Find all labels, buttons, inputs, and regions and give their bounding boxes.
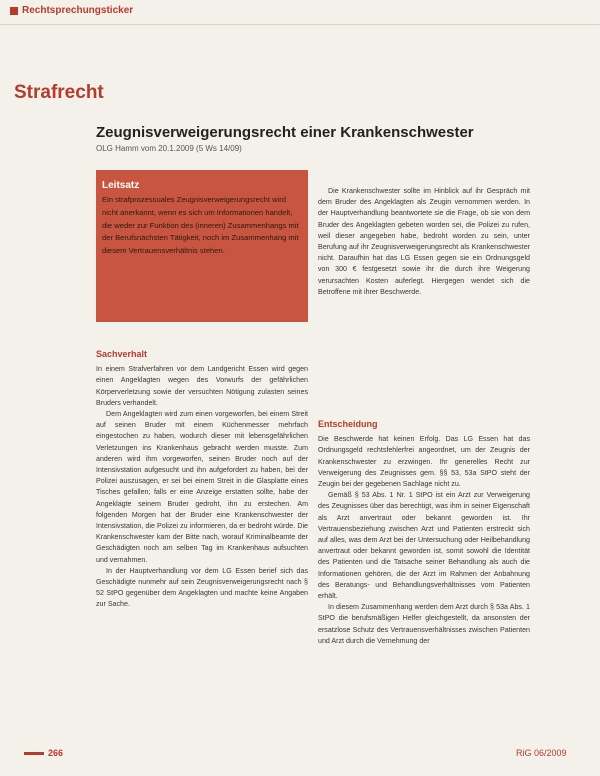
section-marker (10, 7, 18, 15)
entscheidung-paragraph: In diesem Zusammenhang werden dem Arzt durch § 53a Abs. 1 StPO die berufsmäßigen Helfer gleichgestellt, da ansonsten der ersatzlose Schutz des Vertrauensverhältnisses zwischen Patienten und Arzt durch die Vernehmung der (318, 603, 530, 645)
entscheidung-column (318, 419, 530, 647)
entscheidung-paragraph: Gemäß § 53 Abs. 1 Nr. 1 StPO ist ein Arzt zur Verweigerung des Zeugnisses über das berechtigt, was ihm in seiner Eigenschaft als Arzt anvertraut oder bekannt geworden ist. Ihr Vertrauensbeziehung zwischen Arzt und Patienten erstreckt sich auf alles, was dem Arzt bei der Untersuchung oder Heilbehandlung anvertraut oder bekannt geworden ist, somit sowohl die Identität des Patienten und die Tatsache seiner Behandlung als auch die Informationen gehören, die der Arzt im Rahmen der Anbahnung des Beratungs- und Behandlungsverhältnisses vom Patienten erhält. (318, 491, 530, 601)
article-title: Zeugnisverweigerungsrecht einer Krankenschwester (96, 124, 474, 141)
sachverhalt-paragraph: In der Hauptverhandlung vor dem LG Essen berief sich das Geschädigte nunmehr auf sein Zeugnisverweigerungsrecht nach § 52 StPO gegenüber dem Angeklagten und machte keine Angaben zur Sache. (96, 566, 308, 609)
page-number (24, 748, 236, 758)
journal-issue: RiG 06/2009 (516, 748, 567, 758)
leitsatz-text: Ein strafprozessuales Zeugnisverweigerungsrecht wird nicht anerkannt, wenn es sich um Informationen handelt, die weder zur Funktion des (inneren) Zusammenhangs mit der Berufsnächsten Tätigkeit, noch im Zusammenhang mit diesem Vertrauensverhältnis stehen. (102, 195, 299, 256)
sachverhalt-paragraph: Dem Angeklagten wird zum einen vorgeworfen, bei einem Streit auf seinen Bruder mit einem Küchenmesser mehrfach eingestochen zu haben, wodurch dieser mit lebensgefährlichen Verletzungen ins Krankenhaus gebracht werden musste. Zum anderen wird ihm vorgeworfen, seinen Bruder noch auf der Intensivstation aufgesucht und ihn aufgefordert zu haben, bei der Polizei auszusagen, er sei bei einem Streit in die Glasplatte eines Tisches gefallen; falls er eine Anzeige erstatten sollte, habe der Angeklagte seinem Bruder gedroht, ihn zu erstechen. Am folgenden Morgen hat der Bruder eine Krankenschwester der Intensivstation, die Polizei zu informieren, da er bedroht würde. Die Krankenschwester kam der Bitte nach, worauf Kriminalbeamte der Geschädigten noch am selben Tag im Krankenhaus aufsuchten und vernahmen. (96, 410, 308, 564)
right-top-column (318, 186, 530, 298)
article-citation: OLG Hamm vom 20.1.2009 (5 Ws 14/09) (96, 144, 242, 153)
entscheidung-paragraph: Die Beschwerde hat keinen Erfolg. Das LG Essen hat das Ordnungsgeld rechtsfehlerfrei angeordnet, um der Zeugnis der Krankenschwester zu erzwingen. Ihr generelles Recht zur Verweigerung des Zeugnisses gem. §§ 53, 53a StPO steht der Zeugin bei der gegebenen Sachlage nicht zu. (318, 435, 530, 489)
body-paragraph: Die Krankenschwester sollte im Hinblick auf ihr Gespräch mit dem Bruder des Angeklagten als Zeugin vernommen werden. In der Hauptverhandlung beantwortete sie die Frage, ob sie von dem Bruder des Angeklagten gebeten worden sei, die Polizei zu rufen, weil dieser angegeben habe, bedroht worden zu sein, unter Berufung auf ihr Zeugnisverweigerungsrecht als Krankenschwester nicht. Daraufhin hat das LG Essen gegen sie ein Ordnungsgeld von 300 € festgesetzt sowie ihr die durch ihre Weigerung verursachten Kosten auferlegt. Hiergegen wendet sich die Betroffene mit ihrer Beschwerde. (318, 187, 530, 296)
footer-bar (24, 752, 44, 755)
sachverhalt-heading: Sachverhalt (96, 349, 148, 359)
section-title: Strafrecht (14, 82, 104, 103)
header-bar (0, 0, 600, 25)
sachverhalt-column (96, 349, 308, 611)
leitsatz-box (96, 170, 308, 322)
sachverhalt-paragraph: In einem Strafverfahren vor dem Landgericht Essen wird gegen einen Angeklagten wegen des Vorwurfs der gefährlichen Körperverletzung sowie der versuchten Nötigung zulasten seines Bruders verhandelt. (96, 365, 308, 407)
header-tag: Rechtsprechungsticker (22, 5, 134, 16)
leitsatz-heading: Leitsatz (102, 180, 140, 191)
page-number-text: 266 (48, 748, 64, 758)
entscheidung-heading: Entscheidung (318, 419, 378, 429)
